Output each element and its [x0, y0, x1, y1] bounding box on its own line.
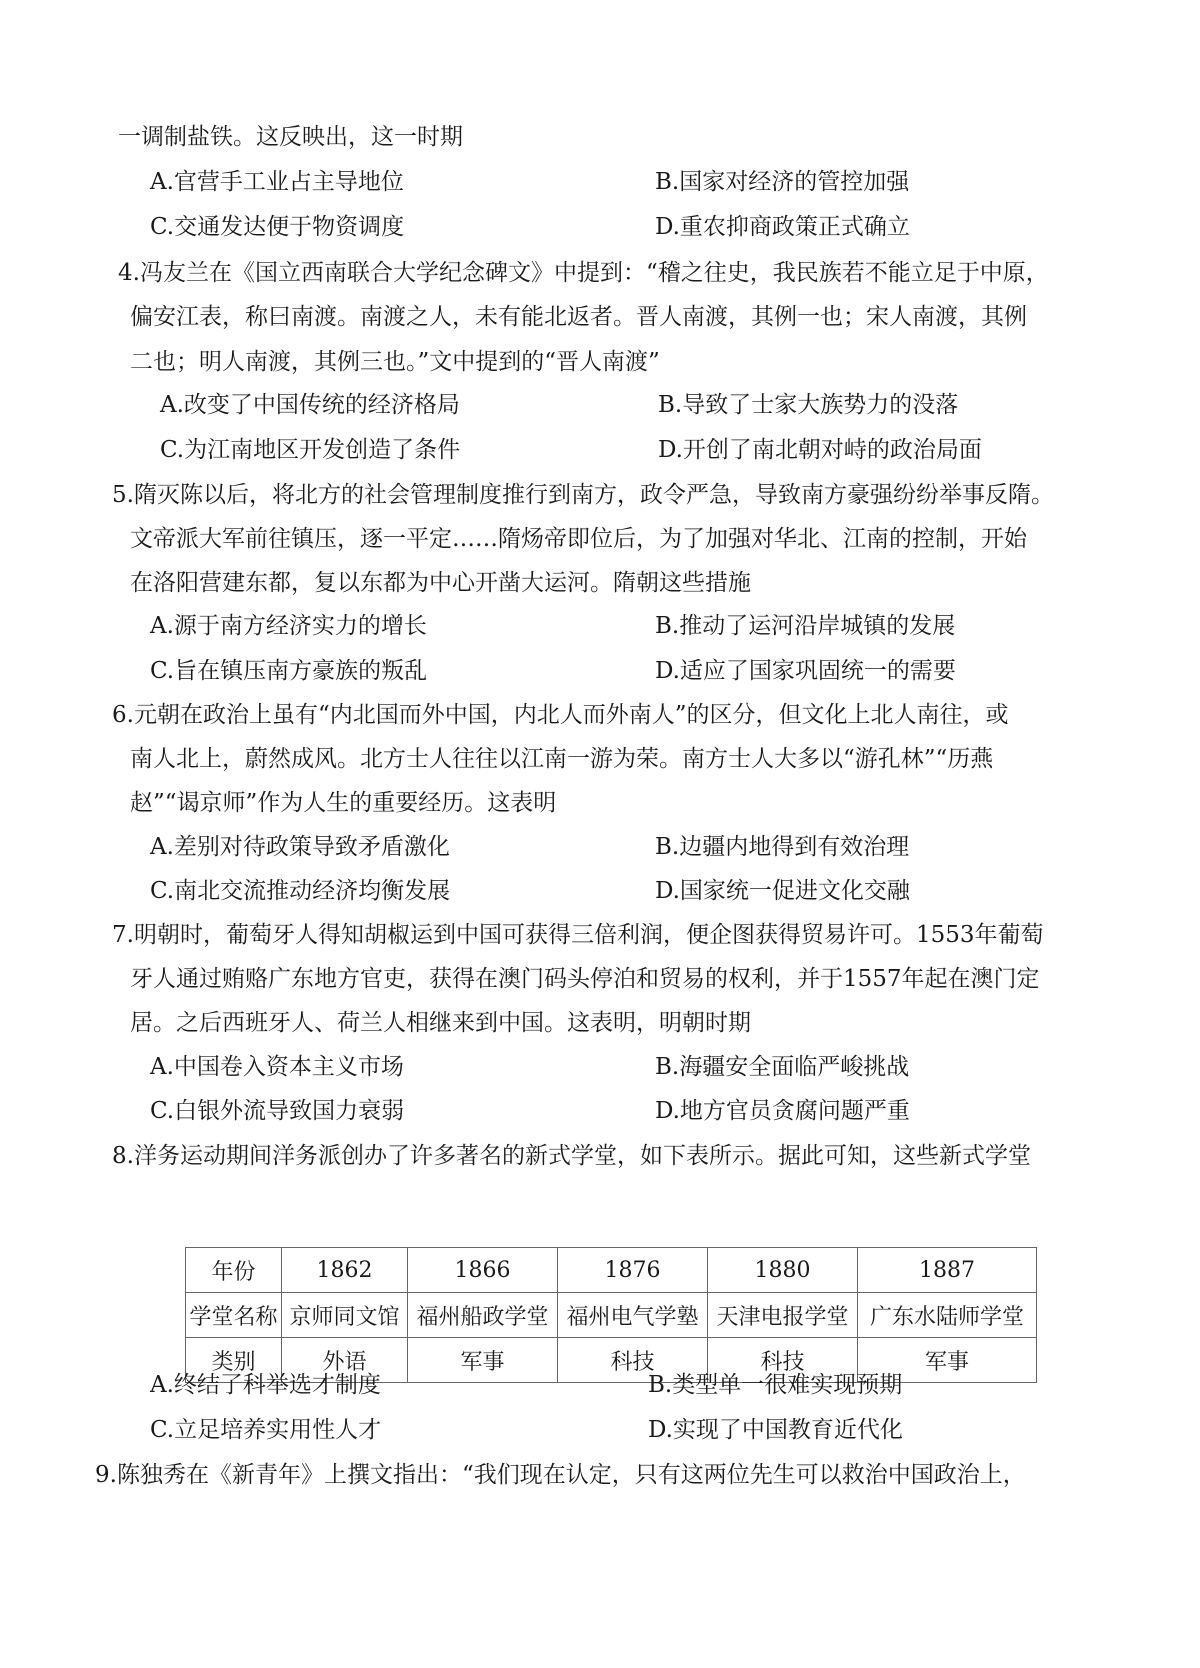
question-7-option-d[interactable]: D.地方官员贪腐问题严重 [655, 1098, 910, 1124]
table-cell: 年份 [186, 1248, 282, 1293]
question-6-stem-line-1: 6.元朝在政治上虽有“内北国而外中国，内北人而外南人”的区分，但文化上北人南往，或 [112, 702, 1009, 728]
table-cell: 军事 [408, 1338, 558, 1383]
question-7-stem-line-1: 7.明朝时，葡萄牙人得知胡椒运到中国可获得三倍利润，便企图获得贸易许可。1553年葡萄 [112, 922, 1044, 948]
question-5-option-c[interactable]: C.旨在镇压南方豪族的叛乱 [150, 658, 428, 684]
question-6-stem-line-3: 赵”“谒京师”作为人生的重要经历。这表明 [130, 790, 557, 816]
table-cell: 天津电报学堂 [708, 1293, 858, 1338]
question-4-stem-line-2: 偏安江表，称曰南渡。南渡之人，未有能北返者。晋人南渡，其例一也；宋人南渡，其例 [130, 304, 1027, 330]
table-cell: 1866 [408, 1248, 558, 1293]
question-8-option-c[interactable]: C.立足培养实用性人才 [150, 1417, 382, 1443]
question-8-option-d[interactable]: D.实现了中国教育近代化 [648, 1417, 903, 1443]
table-cell: 1887 [858, 1248, 1037, 1293]
question-8-option-a[interactable]: A.终结了科举选才制度 [150, 1372, 381, 1398]
question-3-option-d[interactable]: D.重农抑商政策正式确立 [655, 214, 910, 240]
question-8-option-b[interactable]: B.类型单一很难实现预期 [648, 1372, 903, 1398]
question-5-stem-line-2: 文帝派大军前往镇压，逐一平定……隋炀帝即位后，为了加强对华北、江南的控制，开始 [130, 526, 1027, 552]
table-cell: 1880 [708, 1248, 858, 1293]
question-4-stem-line-1: 4.冯友兰在《国立西南联合大学纪念碑文》中提到：“稽之往史，我民族若不能立足于中原， [118, 260, 1049, 286]
question-8-stem-line-1: 8.洋务运动期间洋务派创办了许多著名的新式学堂，如下表所示。据此可知，这些新式学堂 [112, 1143, 1031, 1169]
question-6-option-d[interactable]: D.国家统一促进文化交融 [655, 878, 910, 904]
table-cell: 福州船政学堂 [408, 1293, 558, 1338]
question-7-stem-line-2: 牙人通过贿赂广东地方官吏，获得在澳门码头停泊和贸易的权利，并于1557年起在澳门定 [130, 966, 1040, 992]
question-7-option-a[interactable]: A.中国卷入资本主义市场 [150, 1054, 404, 1080]
question-7-option-b[interactable]: B.海疆安全面临严峻挑战 [655, 1054, 910, 1080]
question-4-option-b[interactable]: B.导致了士家大族势力的没落 [658, 392, 959, 418]
table-cell: 外语 [282, 1338, 408, 1383]
question-3-stem-tail: 一调制盐铁。这反映出，这一时期 [118, 124, 463, 150]
question-5-option-b[interactable]: B.推动了运河沿岸城镇的发展 [655, 613, 956, 639]
table-cell: 学堂名称 [186, 1293, 282, 1338]
question-6-option-b[interactable]: B.边疆内地得到有效治理 [655, 834, 910, 860]
table-row-school-name [186, 1293, 1037, 1338]
table-cell: 科技 [558, 1338, 708, 1383]
question-3-option-b[interactable]: B.国家对经济的管控加强 [655, 169, 910, 195]
question-4-option-a[interactable]: A.改变了中国传统的经济格局 [160, 392, 460, 418]
table-cell: 福州电气学塾 [558, 1293, 708, 1338]
question-5-stem-line-1: 5.隋灭陈以后，将北方的社会管理制度推行到南方，政令严急，导致南方豪强纷纷举事反隋。 [112, 482, 1054, 508]
question-6-option-a[interactable]: A.差别对待政策导致矛盾激化 [150, 834, 450, 860]
question-3-option-c[interactable]: C.交通发达便于物资调度 [150, 214, 405, 240]
question-5-option-a[interactable]: A.源于南方经济实力的增长 [150, 613, 427, 639]
question-5-option-d[interactable]: D.适应了国家巩固统一的需要 [655, 658, 956, 684]
question-4-option-c[interactable]: C.为江南地区开发创造了条件 [160, 437, 461, 463]
question-6-option-c[interactable]: C.南北交流推动经济均衡发展 [150, 878, 451, 904]
question-3-option-a[interactable]: A.官营手工业占主导地位 [150, 169, 404, 195]
table-cell: 广东水陆师学堂 [858, 1293, 1037, 1338]
table-cell: 科技 [708, 1338, 858, 1383]
question-4-option-d[interactable]: D.开创了南北朝对峙的政治局面 [658, 437, 982, 463]
table-cell: 军事 [858, 1338, 1037, 1383]
table-cell: 类别 [186, 1338, 282, 1383]
table-cell: 1876 [558, 1248, 708, 1293]
question-7-option-c[interactable]: C.白银外流导致国力衰弱 [150, 1098, 405, 1124]
question-9-stem-line-1: 9.陈独秀在《新青年》上撰文指出：“我们现在认定，只有这两位先生可以救治中国政治上， [95, 1462, 1026, 1488]
table-cell: 京师同文馆 [282, 1293, 408, 1338]
question-4-stem-line-3: 二也；明人南渡，其例三也。”文中提到的“晋人南渡” [130, 349, 660, 375]
table-cell: 1862 [282, 1248, 408, 1293]
question-5-stem-line-3: 在洛阳营建东都，复以东都为中心开凿大运河。隋朝这些措施 [130, 570, 751, 596]
question-8-school-table [185, 1247, 1037, 1383]
question-6-stem-line-2: 南人北上，蔚然成风。北方士人往往以江南一游为荣。南方士人大多以“游孔林”“历燕 [130, 746, 994, 772]
table-row-year [186, 1248, 1037, 1293]
question-7-stem-line-3: 居。之后西班牙人、荷兰人相继来到中国。这表明，明朝时期 [130, 1010, 751, 1036]
